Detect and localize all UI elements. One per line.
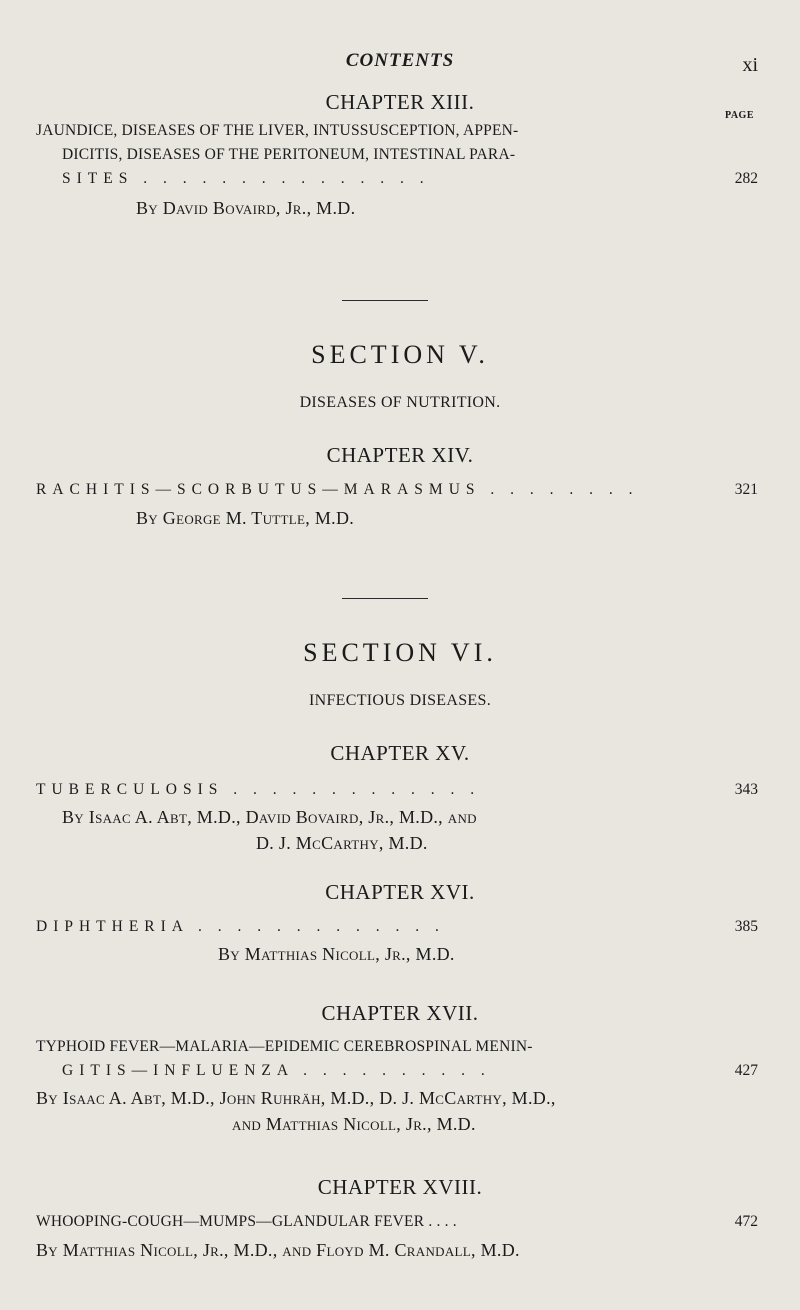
toc-entry-title: WHOOPING-COUGH—MUMPS—GLANDULAR FEVER . . . . xyxy=(36,1213,457,1230)
divider-rule xyxy=(342,598,428,599)
toc-page-number: 282 xyxy=(734,170,758,187)
toc-entry-title: DIPHTHERIA . . . . . . . . . . . . . xyxy=(36,918,445,935)
toc-page-number: 385 xyxy=(734,918,758,935)
chapter-heading: CHAPTER XVI. xyxy=(325,880,475,904)
divider-rule xyxy=(342,300,428,301)
chapter-author: By Matthias Nicoll, Jr., M.D., and Floyd M. Crandall, M.D. xyxy=(36,1240,520,1260)
page-column-label: PAGE xyxy=(724,110,754,121)
page-folio: xi xyxy=(742,54,758,76)
toc-entry-title: TYPHOID FEVER—MALARIA—EPIDEMIC CEREBROSPINAL MENIN- xyxy=(36,1038,533,1055)
section-subtitle: INFECTIOUS DISEASES. xyxy=(308,692,491,709)
section-heading: SECTION VI. xyxy=(303,638,497,667)
running-head: CONTENTS xyxy=(345,50,455,71)
toc-page-number: 472 xyxy=(734,1213,758,1230)
chapter-heading: CHAPTER XVII. xyxy=(321,1001,479,1025)
chapter-author: By David Bovaird, Jr., M.D. xyxy=(136,198,356,218)
chapter-author: and Matthias Nicoll, Jr., M.D. xyxy=(232,1114,476,1134)
chapter-heading: CHAPTER XIII. xyxy=(325,90,475,114)
chapter-author: By Isaac A. Abt, M.D., David Bovaird, Jr., M.D., and xyxy=(62,807,477,827)
section-heading: SECTION V. xyxy=(311,340,489,369)
toc-entry-title: TUBERCULOSIS . . . . . . . . . . . . . xyxy=(36,781,481,798)
chapter-heading: CHAPTER XIV. xyxy=(326,443,474,467)
toc-page-number: 343 xyxy=(734,781,758,798)
toc-entry-title: SITES . . . . . . . . . . . . . . . xyxy=(62,170,430,187)
toc-page-number: 427 xyxy=(734,1062,758,1079)
toc-entry-title: GITIS—INFLUENZA . . . . . . . . . . xyxy=(62,1062,491,1079)
chapter-author: By Matthias Nicoll, Jr., M.D. xyxy=(218,944,455,964)
toc-entry-title: JAUNDICE, DISEASES OF THE LIVER, INTUSSUSCEPTION, APPEN- xyxy=(36,122,519,139)
toc-entry-title: RACHITIS—SCORBUTUS—MARASMUS . . . . . . . . xyxy=(36,481,639,498)
chapter-heading: CHAPTER XVIII. xyxy=(317,1175,483,1199)
chapter-author: D. J. McCarthy, M.D. xyxy=(256,833,428,853)
chapter-author: By George M. Tuttle, M.D. xyxy=(136,508,355,528)
chapter-heading: CHAPTER XV. xyxy=(330,741,470,765)
section-subtitle: DISEASES OF NUTRITION. xyxy=(299,394,501,411)
chapter-author: By Isaac A. Abt, M.D., John Ruhräh, M.D., D. J. McCarthy, M.D., xyxy=(36,1088,556,1108)
toc-page-number: 321 xyxy=(734,481,758,498)
toc-entry-title: DICITIS, DISEASES OF THE PERITONEUM, INTESTINAL PARA- xyxy=(62,146,516,163)
